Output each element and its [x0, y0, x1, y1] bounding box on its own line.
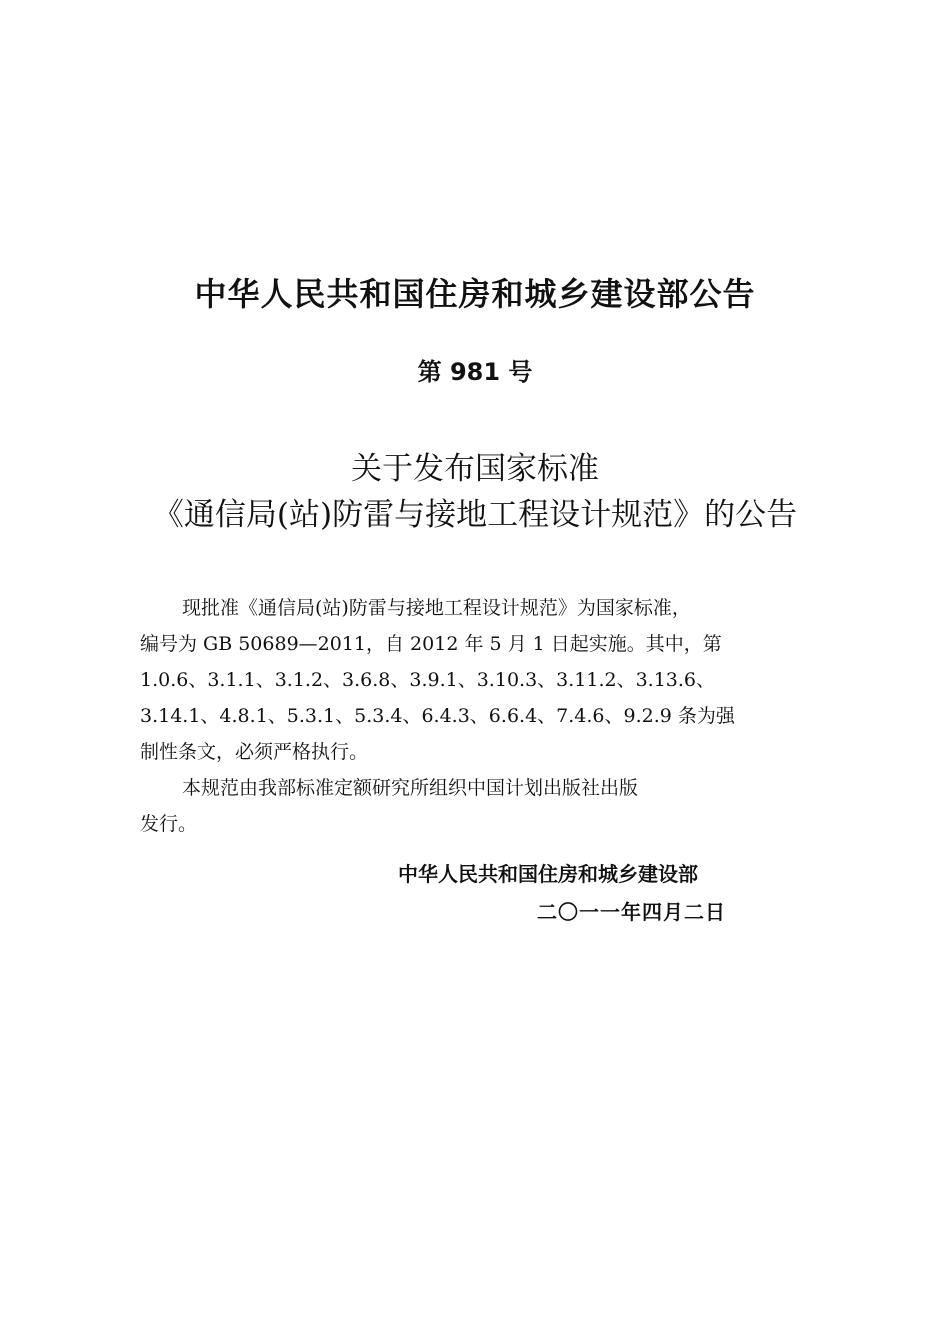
body-line: 编号为 GB 50689—2011，自 2012 年 5 月 1 日起实施。其中，第	[140, 633, 722, 655]
signature-date: 二〇一一年四月二日	[537, 900, 726, 924]
announcement-subtitle-line1: 关于发布国家标准	[351, 451, 599, 487]
body-line: 制性条文，必须严格执行。	[140, 741, 369, 763]
body-line: 3.14.1、4.8.1、5.3.1、5.3.4、6.4.3、6.6.4、7.4.6、9.2.9 条为强	[140, 705, 735, 727]
signature-organization: 中华人民共和国住房和城乡建设部	[398, 862, 698, 886]
body-line: 本规范由我部标准定额研究所组织中国计划出版社出版	[182, 777, 639, 799]
announcement-number: 第 981 号	[417, 358, 533, 386]
body-line: 发行。	[140, 813, 198, 835]
announcement-subtitle-line2: 《通信局(站)防雷与接地工程设计规范》的公告	[152, 497, 798, 533]
body-line: 现批准《通信局(站)防雷与接地工程设计规范》为国家标准，	[182, 597, 691, 619]
announcement-title: 中华人民共和国住房和城乡建设部公告	[194, 275, 756, 313]
body-line: 1.0.6、3.1.1、3.1.2、3.6.8、3.9.1、3.10.3、3.11.2、3.13.6、	[140, 669, 716, 691]
